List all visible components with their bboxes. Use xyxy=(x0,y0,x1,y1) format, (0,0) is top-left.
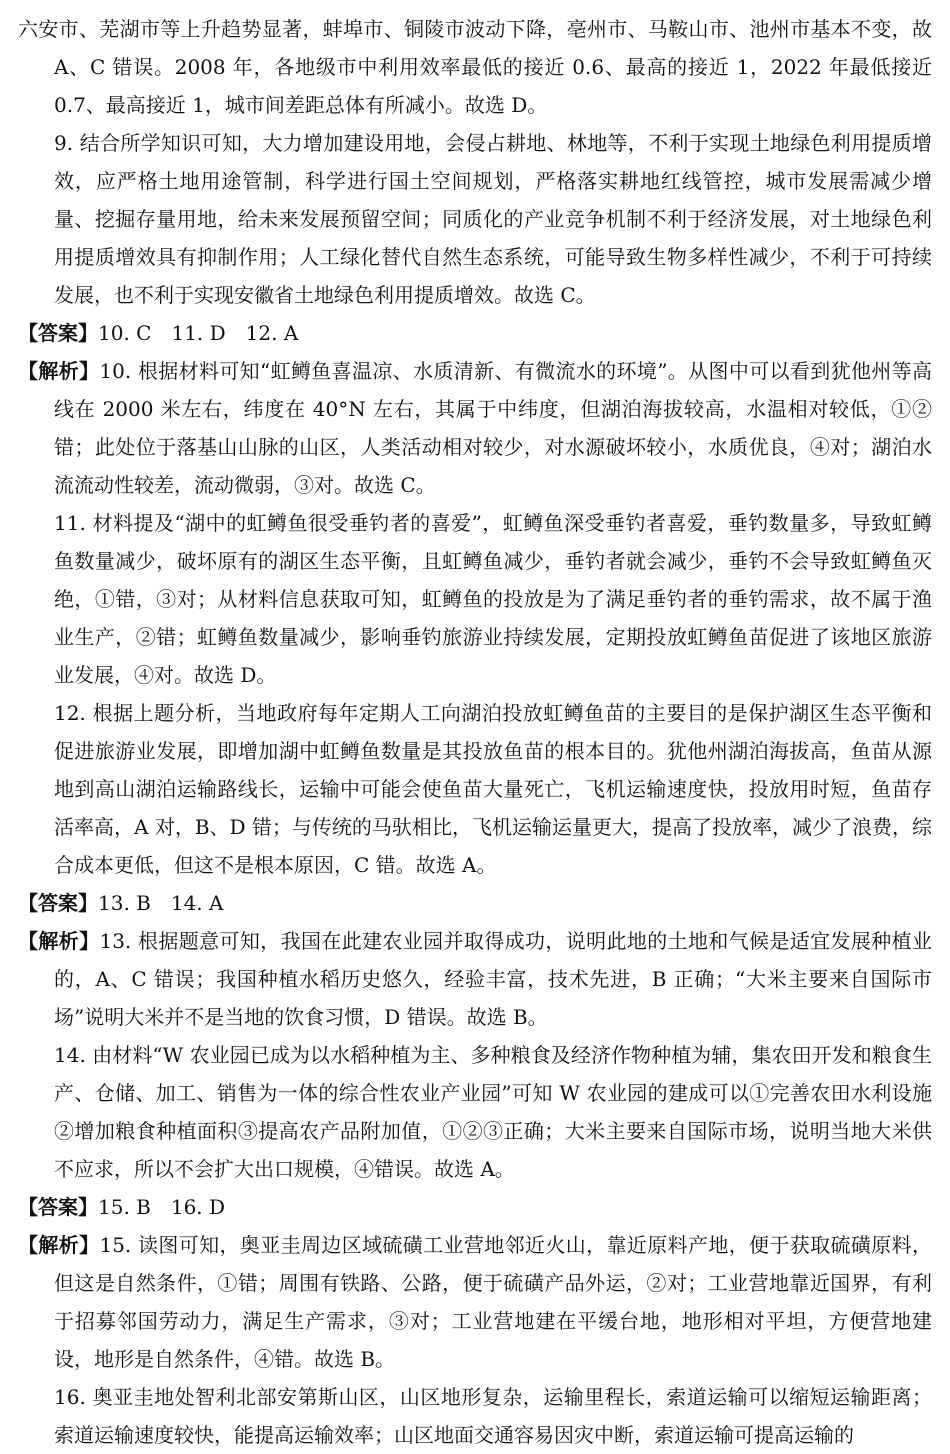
explanation-11 xyxy=(18,504,932,694)
paragraph-text: 12. 根据上题分析，当地政府每年定期人工向湖泊投放虹鳟鱼苗的主要目的是保护湖区生态平衡和促进旅游业发展，即增加湖中虹鳟鱼数量是其投放鱼苗的根本目的。犹他州湖泊海拔高，鱼苗从源地到高山湖泊运输路线长，运输中可能会使鱼苗大量死亡，飞机运输速度快，投放用时短，鱼苗存活率高，A 对，B、D 错；与传统的马驮相比，飞机运输运量更大，提高了投放率，减少了浪费，综合成本更低，但这不是根本原因，C 错。故选 A。 xyxy=(54,701,932,877)
explanation-15 xyxy=(18,1226,932,1378)
answer-text: 13. B 14. A xyxy=(98,891,224,915)
answer-label: 【答案】 xyxy=(18,321,98,345)
answer-text: 15. B 16. D xyxy=(98,1195,226,1219)
paragraph-text: 10. 根据材料可知“虹鳟鱼喜温凉、水质清新、有微流水的环境”。从图中可以看到犹他州等高线在 2000 米左右，纬度在 40°N 左右，其属于中纬度，但湖泊海拔较高，水温相对较低，①②错；此处位于落基山山脉的山区，人类活动相对较少，对水源破坏较小，水质优良，④对；湖泊水流流动性较差，流动微弱，③对。故选 C。 xyxy=(54,359,932,497)
answer-explanations xyxy=(18,0,933,1447)
answer-15-16 xyxy=(18,1188,932,1226)
paragraph-continued xyxy=(18,0,932,124)
paragraph-text: 14. 由材料“W 农业园已成为以水稻种植为主、多种粮食及经济作物种植为辅，集农田开发和粮食生产、仓储、加工、销售为一体的综合性农业产业园”可知 W 农业园的建成可以①完善农田水利设施②增加粮食种植面积③提高农产品附加值，①②③正确；大米主要来自国际市场，说明当地大米供不应求，所以不会扩大出口规模，④错误。故选 A。 xyxy=(54,1043,932,1181)
paragraph-text: 11. 材料提及“湖中的虹鳟鱼很受垂钓者的喜爱”，虹鳟鱼深受垂钓者喜爱，垂钓数量多，导致虹鳟鱼数量减少，破坏原有的湖区生态平衡，且虹鳟鱼减少，垂钓者就会减少，垂钓不会导致虹鳟鱼灭绝，①错，③对；从材料信息获取可知，虹鳟鱼的投放是为了满足垂钓者的垂钓需求，故不属于渔业生产，②错；虹鳟鱼数量减少，影响垂钓旅游业持续发展，定期投放虹鳟鱼苗促进了该地区旅游业发展，④对。故选 D。 xyxy=(54,511,932,687)
answer-10-12 xyxy=(18,314,932,352)
paragraph-text: 16. 奥亚圭地处智利北部安第斯山区，山区地形复杂，运输里程长，索道运输可以缩短运输距离；索道运输速度较快，能提高运输效率；山区地面交通容易因灾中断，索道运输可提高运输的 xyxy=(54,1385,932,1447)
answer-text: 10. C 11. D 12. A xyxy=(98,321,299,345)
paragraph-text: 9. 结合所学知识可知，大力增加建设用地，会侵占耕地、林地等，不利于实现土地绿色利用提质增效，应严格土地用途管制，科学进行国土空间规划，严格落实耕地红线管控，城市发展需减少增量、挖掘存量用地，给未来发展预留空间；同质化的产业竞争机制不利于经济发展，对土地绿色利用提质增效具有抑制作用；人工绿化替代自然生态系统，可能导致生物多样性减少，不利于可持续发展，也不利于实现安徽省土地绿色利用提质增效。故选 C。 xyxy=(54,131,932,307)
analysis-label: 【解析】 xyxy=(18,929,100,953)
explanation-14 xyxy=(18,1036,932,1188)
explanation-10 xyxy=(18,352,932,504)
explanation-12 xyxy=(18,694,932,884)
analysis-label: 【解析】 xyxy=(18,1233,100,1257)
paragraph-text: 15. 读图可知，奥亚圭周边区域硫磺工业营地邻近火山，靠近原料产地，便于获取硫磺原料，但这是自然条件，①错；周围有铁路、公路，便于硫磺产品外运，②对；工业营地靠近国界，有利于招募邻国劳动力，满足生产需求，③对；工业营地建在平缓台地，地形相对平坦，方便营地建设，地形是自然条件，④错。故选 B。 xyxy=(54,1233,933,1371)
answer-label: 【答案】 xyxy=(18,891,98,915)
explanation-13 xyxy=(18,922,932,1036)
answer-13-14 xyxy=(18,884,932,922)
explanation-9 xyxy=(18,124,932,314)
paragraph-text: 13. 根据题意可知，我国在此建农业园并取得成功，说明此地的土地和气候是适宜发展种植业的，A、C 错误；我国种植水稻历史悠久，经验丰富，技术先进，B 正确；“大米主要来自国际市场”说明大米并不是当地的饮食习惯，D 错误。故选 B。 xyxy=(54,929,933,1029)
analysis-label: 【解析】 xyxy=(18,359,100,383)
answer-label: 【答案】 xyxy=(18,1195,98,1219)
paragraph-text: 六安市、芜湖市等上升趋势显著，蚌埠市、铜陵市波动下降，亳州市、马鞍山市、池州市基本不变，故 A、C 错误。2008 年，各地级市中利用效率最低的接近 0.6、最高的接近 1，2022 年最低接近 0.7、最高接近 1，城市间差距总体有所减小。故选 D。 xyxy=(18,17,932,117)
explanation-16 xyxy=(18,1378,932,1454)
